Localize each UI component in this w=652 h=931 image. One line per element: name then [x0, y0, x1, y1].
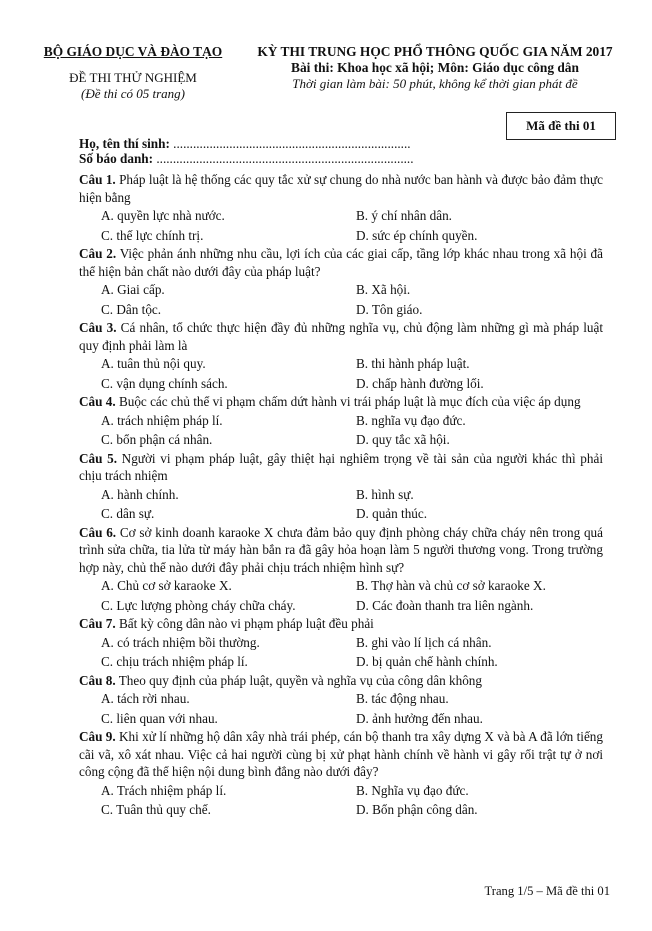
question-stem	[79, 672, 603, 690]
question	[79, 319, 603, 393]
question-stem	[79, 615, 603, 633]
option-c: C. bổn phận cá nhân.	[101, 432, 213, 447]
question-list	[79, 171, 603, 820]
option-d: D. Tôn giáo.	[356, 301, 423, 317]
option-d: D. Bổn phận công dân.	[356, 802, 478, 817]
exam-type: ĐỀ THI THỬ NGHIỆM	[69, 70, 197, 85]
option-d: D. quản thúc.	[356, 506, 428, 521]
option-d: D. Các đoàn thanh tra liên ngành.	[356, 597, 534, 613]
question-stem	[79, 171, 603, 206]
option-a: A. Chủ cơ sở karaoke X.	[101, 578, 232, 593]
ministry-name: BỘ GIÁO DỤC VÀ ĐÀO TẠO	[43, 44, 223, 59]
question	[79, 728, 603, 820]
option-b: B. tác động nhau.	[356, 691, 449, 706]
candidate-name-label: Họ, tên thí sinh:	[79, 136, 170, 151]
option-c: C. chịu trách nhiệm pháp lí.	[101, 654, 248, 669]
question	[79, 171, 603, 245]
question-text: Việc phản ánh những nhu cầu, lợi ích của các giai cấp, tầng lớp khác nhau trong xã hội đã thể hiện bản chất nào dưới đây của pháp luật?	[79, 246, 603, 279]
option-a: A. tuân thủ nội quy.	[101, 356, 206, 371]
question-number: Câu 5.	[79, 450, 118, 466]
question	[79, 672, 603, 729]
option-b: B. Thợ hàn và chủ cơ sở karaoke X.	[356, 578, 546, 593]
option-a: A. có trách nhiệm bồi thường.	[101, 634, 260, 650]
option-a: A. quyền lực nhà nước.	[101, 208, 225, 223]
answer-options	[101, 781, 603, 820]
question-stem	[79, 245, 603, 280]
candidate-info	[79, 136, 479, 166]
option-c: C. Lực lượng phòng cháy chữa cháy.	[101, 597, 296, 613]
option-a: A. hành chính.	[101, 486, 179, 502]
question-number: Câu 4.	[79, 394, 116, 409]
option-c: C. Dân tộc.	[101, 301, 162, 317]
option-b: B. ghi vào lí lịch cá nhân.	[356, 634, 492, 650]
question	[79, 245, 603, 319]
question	[79, 450, 603, 524]
option-b: B. Xã hội.	[356, 282, 411, 297]
question-text: Theo quy định của pháp luật, quyền và nghĩa vụ của công dân không	[115, 672, 482, 688]
option-c: C. Tuân thủ quy chế.	[101, 802, 211, 817]
question-stem	[79, 524, 603, 577]
option-d: D. chấp hành đường lối.	[356, 375, 484, 391]
option-b: B. hình sự.	[356, 486, 414, 502]
option-d: D. sức ép chính quyền.	[356, 227, 478, 243]
option-b: B. ý chí nhân dân.	[356, 208, 452, 223]
option-a: A. trách nhiệm pháp lí.	[101, 412, 223, 428]
exam-title: KỲ THI TRUNG HỌC PHỔ THÔNG QUỐC GIA NĂM 2017	[257, 44, 613, 59]
answer-options	[101, 633, 603, 672]
question	[79, 524, 603, 616]
option-b: B. thi hành pháp luật.	[356, 356, 470, 371]
header-left	[28, 44, 238, 102]
page-count-note: (Đề thi có 05 trang)	[81, 86, 185, 101]
question	[79, 393, 603, 450]
answer-options	[101, 576, 603, 615]
question-number: Câu 6.	[79, 524, 117, 540]
option-c: C. dân sự.	[101, 506, 155, 521]
question-number: Câu 2.	[79, 246, 117, 261]
header-right	[245, 44, 625, 92]
answer-options	[101, 280, 603, 319]
answer-options	[101, 689, 603, 728]
exam-header	[0, 0, 652, 150]
candidate-name-line	[79, 136, 479, 151]
answer-options	[101, 411, 603, 450]
time-line: Thời gian làm bài: 50 phút, không kể thời gian phát đề	[292, 76, 578, 91]
subject-line: Bài thi: Khoa học xã hội; Môn: Giáo dục công dân	[291, 60, 579, 75]
answer-options	[101, 485, 603, 524]
question-number: Câu 8.	[79, 672, 116, 688]
page-footer: Trang 1/5 – Mã đề thi 01	[484, 884, 610, 898]
candidate-sbd-label: Số báo danh:	[79, 151, 154, 166]
question-text: Bất kỳ công dân nào vi phạm pháp luật đều phải	[115, 616, 374, 631]
option-c: C. vận dụng chính sách.	[101, 375, 228, 391]
question-stem	[79, 393, 603, 411]
question-number: Câu 3.	[79, 320, 117, 335]
candidate-name-dots: ........................................................................	[169, 136, 411, 151]
option-a: A. Giai cấp.	[101, 282, 165, 297]
answer-options	[101, 206, 603, 245]
option-b: B. nghĩa vụ đạo đức.	[356, 412, 466, 428]
question-text: Cơ sở kinh doanh karaoke X chưa đảm bảo quy định phòng cháy chữa cháy nên trong quá trình sửa chữa, tia lửa từ máy hàn bắn ra đã gây hỏa hoạn làm 5 người thương vong. Trong trường hợp này, chủ thể nào dưới đây phải chịu trách nhiệm hình sự?	[79, 524, 604, 575]
question-text: Buộc các chủ thể vi phạm chấm dứt hành vi trái pháp luật là mục đích của việc áp dụng	[115, 394, 581, 409]
option-b: B. Nghĩa vụ đạo đức.	[356, 782, 469, 798]
question-text: Người vi phạm pháp luật, gây thiệt hại nghiêm trọng về tài sản của người khác thì phải chịu trách nhiệm	[79, 450, 604, 483]
question-stem	[79, 319, 603, 354]
question-number: Câu 7.	[79, 616, 116, 631]
option-c: C. liên quan với nhau.	[101, 710, 218, 726]
option-a: A. tách rời nhau.	[101, 691, 190, 706]
option-a: A. Trách nhiệm pháp lí.	[101, 782, 227, 798]
question-number: Câu 1.	[79, 172, 116, 187]
question-number: Câu 9.	[79, 729, 116, 744]
option-d: D. ảnh hưởng đến nhau.	[356, 710, 483, 726]
answer-options	[101, 354, 603, 393]
candidate-sbd-line	[79, 151, 479, 166]
question-text: Cá nhân, tổ chức thực hiện đầy đủ những nghĩa vụ, chủ động làm những gì mà pháp luật quy định phải làm là	[79, 320, 603, 353]
question-text: Khi xử lí những hộ dân xây nhà trái phép, cán bộ thanh tra xây dựng X và bà A đã lớn tiếng cãi vã, xô xát nhau. Việc cả hai người cùng bị xử phạt hành chính về hành vi gây rối trật tự ở nơi công cộng đã thể hiện nội dung bình đẳng nào dưới đây?	[79, 729, 603, 779]
candidate-sbd-dots: ..............................................................................	[153, 151, 414, 166]
option-d: D. bị quản chế hành chính.	[356, 654, 498, 669]
question-text: Pháp luật là hệ thống các quy tắc xử sự chung do nhà nước ban hành và được bảo đảm thực hiện bằng	[79, 172, 604, 205]
question-stem	[79, 450, 603, 485]
option-c: C. thế lực chính trị.	[101, 227, 204, 243]
option-d: D. quy tắc xã hội.	[356, 432, 450, 447]
exam-code-box: Mã đề thi 01	[506, 112, 616, 140]
question	[79, 615, 603, 672]
question-stem	[79, 728, 603, 781]
